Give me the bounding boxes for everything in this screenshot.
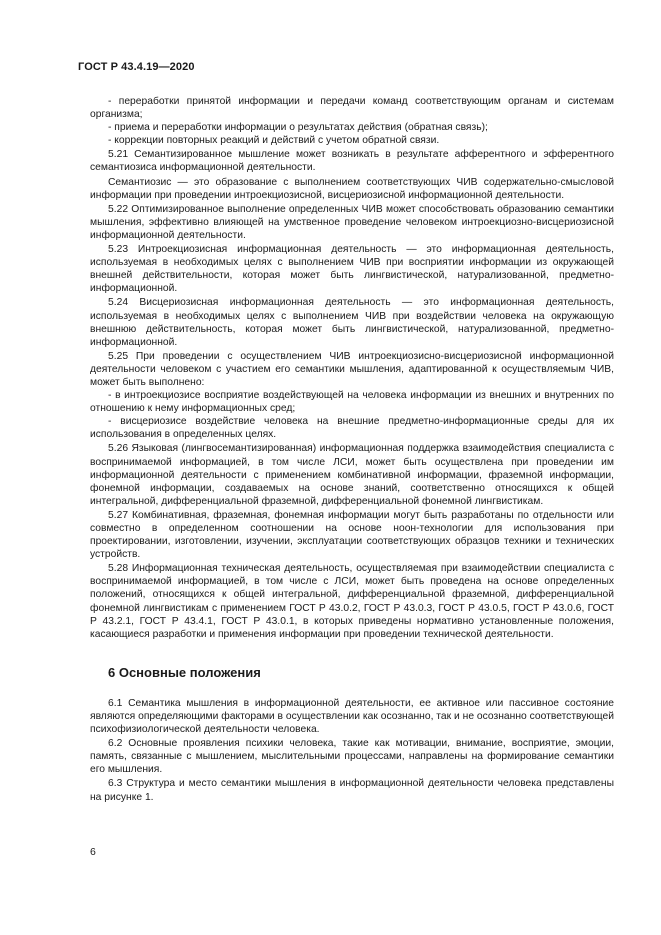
list-item: - переработки принятой информации и передачи команд соответствующим органам и системам организма; bbox=[90, 96, 614, 121]
list-item: - коррекции повторных реакций и действий с учетом обратной связи. bbox=[108, 135, 440, 147]
list-item: - приема и переработки информации о результатах действия (обратная связь); bbox=[108, 122, 488, 134]
document-body bbox=[90, 95, 614, 804]
list-item: - в интроекциозисе восприятие воздействующей на человека информации из внешних и внутренних по отношению к нему информационных сред; bbox=[90, 390, 614, 415]
clause-5-26: 5.26 Языковая (лингвосемантизированная) информационная поддержка взаимодействия специалиста с воспринимаемой информацией, в том числе ЛСИ, может быть осуществлена при проведении им информационной деятельности с применением комбинативной информации, фраземной информации, фонемной информации, создаваемых на основе знаний, соответственно относящихся к общей интегральной, дифференциальной фраземной, дифференциальной фонемной лингвистикам. bbox=[90, 443, 614, 507]
clause-5-24: 5.24 Висцериозисная информационная деятельность — это информационная деятельность, используемая в необходимых целях с выполнением ЧИВ при воздействии человека на окружающую внешнюю действительность, которая может быть лингвистической, натурализованной, предметно-информационной. bbox=[90, 297, 614, 348]
document-header: ГОСТ Р 43.4.19—2020 bbox=[78, 61, 195, 73]
clause-5-25: 5.25 При проведении с осуществлением ЧИВ интроекциозисно-висцериозисной информационной деятельности человеком с участием его семантики мышления, адаптированной к осуществляемым ЧИВ, может быть выполнено: bbox=[90, 350, 614, 388]
list-item: - висцериозисе воздействие человека на внешние предметно-информационные среды для их использования в определенных целях. bbox=[90, 416, 614, 441]
definition-paragraph: Семантиозис — это образование с выполнением соответствующих ЧИВ содержательно-смысловой информации при проведении интроекциозисной, висцериозисной информационной деятельности. bbox=[90, 176, 614, 201]
section-heading: 6 Основные положения bbox=[108, 664, 261, 680]
clause-6-2: 6.2 Основные проявления психики человека, такие как мотивации, внимание, восприятие, эмоции, память, связанные с мышлением, мыслительными процессами, направлены на формирование семантики его мышления. bbox=[90, 738, 614, 776]
clause-5-27: 5.27 Комбинативная, фраземная, фонемная информации могут быть разработаны по отдельности или совместно в определенном соотношении на основе ноон-технологии для использования при проектировании, изготовлении, изучении, эксплуатации соответствующих образцов техники и технических устройств. bbox=[90, 509, 614, 561]
page-number: 6 bbox=[90, 846, 96, 858]
clause-5-28: 5.28 Информационная техническая деятельность, осуществляемая при взаимодействии специалиста с воспринимаемой информацией, в том числе с ЛСИ, может быть проведена на основе определенных положений, относящихся к общей интегральной, дифференциальной фраземной, дифференциальной фонемной лингвистикам с применением ГОСТ Р 43.0.2, ГОСТ Р 43.0.3, ГОСТ Р 43.0.5, ГОСТ Р 43.0.6, ГОСТ Р 43.2.1, ГОСТ Р 43.4.1, ГОСТ Р 43.0.1, в которых приведены нормативно установленные положения, касающиеся разработки и применения информации при проведении технической деятельности. bbox=[90, 563, 614, 640]
clause-5-22: 5.22 Оптимизированное выполнение определенных ЧИВ может способствовать образованию семантики мышления, эффективно влияющей на умственное проведение человеком интроекциозно-висцериозисной информационной деятельности. bbox=[90, 203, 614, 241]
clause-6-1: 6.1 Семантика мышления в информационной деятельности, ее активное или пассивное состояние являются определяющими факторами в осуществлении как осознанно, так и не осознанно соответствующей психофизиологической деятельности человека. bbox=[90, 697, 614, 736]
clause-5-21: 5.21 Семантизированное мышление может возникать в результате афферентного и эфферентного семантиозиса информационной деятельности. bbox=[90, 149, 614, 174]
clause-6-3: 6.3 Структура и место семантики мышления в информационной деятельности человека представлены на рисунке 1. bbox=[90, 778, 614, 803]
clause-5-23: 5.23 Интроекциозисная информационная деятельность — это информационная деятельность, используемая в необходимых целях с выполнением ЧИВ при восприятии информации из окружающей внешней действительности, которая может быть лингвистической, натурализованной, предметно-информационной. bbox=[90, 244, 614, 295]
